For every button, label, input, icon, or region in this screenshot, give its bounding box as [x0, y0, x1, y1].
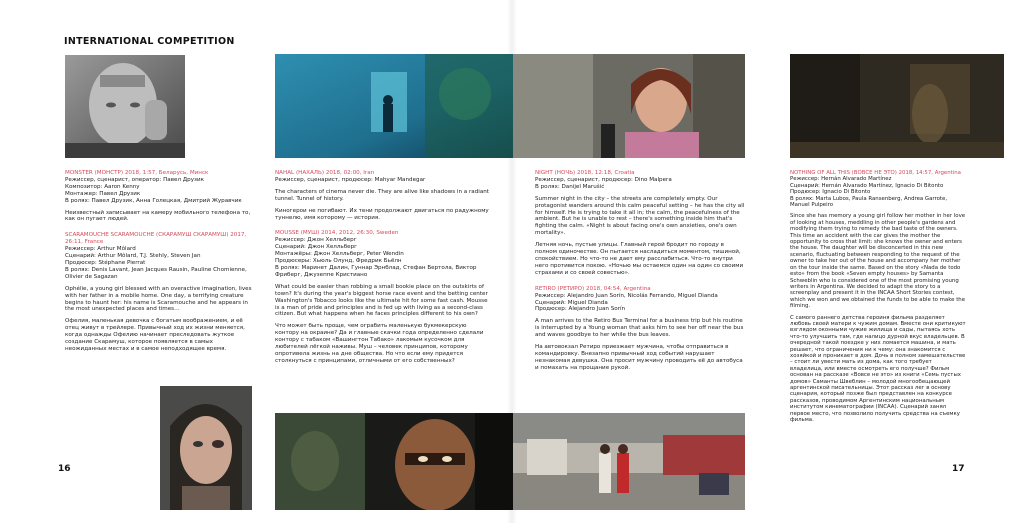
credit-line: Режиссер, сценарист, оператор: Павел Друзик: [65, 176, 205, 183]
credit-line: В ролях: Danijel Marušić: [535, 183, 605, 190]
synopsis-en: What could be easier than robbing a small bookie place on the outskirts of town? It's during the year's biggest horse race event and the betting center Washington's Tobacco looks like the ultimate hit for some fast cash. Mousse is a man of pride and principles and is fed up with living as a second-class citizen. But what happens when he faces principles different to his own?: [275, 283, 488, 318]
credit-line: Композитор: Aaron Kenny: [65, 183, 140, 190]
credit-line: Режиссер: Джон Хелльберг: [275, 237, 357, 244]
credit-line: Продюсер: Stéphane Pierrat: [65, 259, 146, 266]
film-credits-scaramouche: [65, 246, 255, 281]
section-title: INTERNATIONAL COMPETITION: [64, 36, 235, 47]
still-monster: [65, 55, 185, 158]
still-night: [513, 54, 745, 158]
credit-line: В ролях: Маринет Далин, Гуннар Эрнблад, Стефан Бертола, Виктор Фриберг, Джузеппе Кристиано: [275, 264, 477, 278]
film-credits-nothing: [790, 176, 966, 208]
credit-line: Режиссер, сценарист, продюсер: Mahyar Mandegar: [275, 176, 426, 183]
column-2: [275, 170, 490, 370]
column-1: [65, 170, 255, 358]
synopsis-en: Ophélie, a young girl blessed with an overactive imagination, lives with her father in a mobile home. One day, a terrifying creature begins to haunt her: his name is Scaramouche and he appears in the most unexpected places and times…: [65, 285, 252, 313]
credit-line: Продюсеры: Хьюль Олунд, Фредрик Бьёлн: [275, 258, 402, 265]
synopsis-ru: Киногерои не погибают. Их тени продолжают двигаться по радужному туннелю, имя которому — история.: [275, 207, 489, 221]
synopsis-en: A man arrives to the Retiro Bus Terminal for a business trip but his routine is interrupted by a Young woman that asks him to see her off near the bus and waves goodbye to her while the bus leaves.: [535, 318, 744, 339]
still-retiro: [513, 413, 745, 510]
synopsis-en: The characters of cinema never die. They are alive like shadows in a radiant tunnel. Tunnel of history.: [275, 188, 489, 202]
credit-line: Сценарий: Arthur Môlard, T.J. Stehly, Steven Jan: [65, 253, 201, 260]
credit-line: В ролях: Denis Lavant, Jean Jacques Rausin, Pauline Chomienne, Olivier de Sagazan: [65, 266, 247, 280]
credit-line: Режиссер, сценарист, продюсер: Dino Malpera: [535, 176, 672, 183]
credit-line: Режиссер: Alejandro Juan Sorín, Nicolás Ferrando, Miguel Dianda: [535, 292, 718, 299]
column-4: [790, 170, 966, 428]
film-credits-nahal: [275, 177, 490, 184]
credit-line: Сценарий: Джон Хелльберг: [275, 244, 358, 251]
film-title-nahal: NAHAL (НАХАЛЬ) 2018, 02:00, Iran: [275, 170, 375, 176]
film-credits-monster: [65, 177, 255, 205]
film-title-retiro: RETIRO (РЕТИРО) 2018, 04:54, Argentina: [535, 285, 651, 292]
still-nahal: [275, 54, 513, 158]
still-scaramouche: [160, 386, 252, 510]
synopsis-en: Since she has memory a young girl follow her mother in her love of looking at houses, meddling in other people's gardens and modifying them trying to remedy the bad taste of the owners. This time an accident with the car gives the mother the opportunity to cross that limit: she knows the owner and enters the house. The daughter will be disconcerted in this new scenario, fluctuating between responding to the request of the owner to take her out of the house and accompany her mother on the tour inside the same. Based on the story «Nada de todo esto» from the book «Seven empty houses» by Samanta Schweblin who is considered one of the most promising young writers in Argentina. We decided to adapt the story to a screenplay and present it in the INCAA Short Stories contest, which we won and we obtained the funds to be able to make the filming.: [790, 213, 966, 310]
synopsis-ru: Офелия, маленькая девочка с богатым воображением, и её отец живут в трейлере. Привычный ход их жизни меняется, когда однажды Офелию начинает преследовать жуткое создание Скарамуш, которое появляется в самых неожиданных местах и в самое неподходящее время.: [65, 318, 245, 352]
still-nothing: [790, 54, 1004, 158]
film-credits-retiro: [535, 293, 745, 314]
page-number-left: 16: [58, 464, 71, 474]
film-title-nothing: NOTHING OF ALL THIS (ВОВСЕ НЕ ЭТО) 2018, 14:57, Argentina: [790, 170, 961, 176]
page-number-right: 17: [952, 464, 965, 474]
synopsis-ru: На автовокзал Ретиро приезжает мужчина, чтобы отправиться в командировку. Внезапно привычный ход событий нарушает незнакомая девушка. Она просит мужчину проводить её до автобуса и помахать на прощание рукой.: [535, 344, 743, 371]
film-title-mousse: MOUSSE (МУШ) 2014, 2012, 26:30, Sweden: [275, 230, 399, 237]
synopsis-ru: Летняя ночь, пустые улицы. Главный герой бродит по городу в полном одиночестве. Он пытается насладиться моментом, тишиной, спокойствием. Но что-то не дает ему расслабиться. Что-то внутри него противится покою. «Ночью мы остаемся один на один со своими страхами и со своей совестью».: [535, 242, 744, 276]
film-credits-mousse: [275, 237, 490, 278]
credit-line: Сценарий: Hernán Alvarado Martínez, Ignacio Di Bitonto: [790, 182, 944, 189]
credit-line: Продюсер: Ignacio Di Bitonto: [790, 189, 871, 196]
film-credits-night: [535, 177, 745, 191]
film-title-night: NIGHT (НОЧЬ) 2018, 12:18, Croatia: [535, 170, 635, 176]
credit-line: Продюсер: Alejandro Juan Sorín: [535, 306, 626, 313]
credit-line: В ролях: Marta Lubos, Paula Ransenberg, Andrea Garrote, Manuel Pulpeiro: [790, 195, 948, 209]
column-3: [535, 170, 745, 377]
credit-line: Сценарий: Miguel Dianda: [535, 299, 608, 306]
synopsis-ru: С самого раннего детства героиня фильма разделяет любовь своей матери к чужим домам. Вместе они критикуют взглядом оконными чужие жилища и сады, пытаясь хоть что-то улучшить там, где налицо дурной вкус владельцев. В очередной такой поездке у них ломается машина, и мать решает, что ограничения ни к чему: она знакомится с хозяйкой и проникает в дом. Дочь в полном замешательстве – стоит ли увести мать из дома, как того требует владелица, или вместе осмотреть его получше? Фильм основан на рассказе «Вовсе не это» из книги «Семь пустых домов» Саманты Швеблин – молодой многообещающей аргентинской писательницы. Этот рассказ лег в основу сценария, который позже был представлен на конкурсе рассказов, проводимом Аргентинским национальным институтом кинематографии (INCAA). Сценарий занял первое место, что позволило получить средства на съемку фильма.: [790, 314, 966, 424]
synopsis-ru: Что может быть проще, чем ограбить маленькую букмекерскую контору на окраине? Да и главные скачки года определенно сделали контору с табаком «Вашингтон Табако» лакомым кусочком для любителей лёгкой наживы. Муш – человек принципов, которому опротивела жизнь на дне общества. Но что если ему придется столкнуться с принципами, отличными от его собственных?: [275, 323, 484, 364]
synopsis-en: Summer night in the city – the streets are completely empty. Our protagonist wanders around this calm peaceful setting – he has the city all for himself. He is trying to take it all in; the calm, the peacefulness of the ambient. But he is unable to rest – there's something inside him that's fighting the calm. «Night is about facing one's own anxieties, one's own mortality».: [535, 195, 745, 237]
film-title-monster: MONSTER (МОНСТР) 2018, 1:57, Беларусь, Минск: [65, 170, 209, 176]
credit-line: Монтажёры: Джон Хелльберг, Peter Wendin: [275, 251, 404, 258]
still-mousse: [275, 413, 513, 510]
credit-line: В ролях: Павел Друзик, Анна Голецкая, Дмитрий Журавчик: [65, 197, 242, 204]
credit-line: Режиссер: Arthur Môlard: [65, 246, 136, 253]
credit-line: Монтажер: Павел Друзик: [65, 190, 141, 197]
synopsis-ru: Неизвестный записывает на камеру мобильного телефона то, как он пугает людей.: [65, 209, 251, 223]
credit-line: Режиссер: Hernán Alvarado Martínez: [790, 176, 892, 183]
film-title-scaramouche: SCARAMOUCHE SCARAMOUCHE (СКАРАМУШ СКАРАМУШ) 2017, 26:11, France: [65, 232, 247, 246]
